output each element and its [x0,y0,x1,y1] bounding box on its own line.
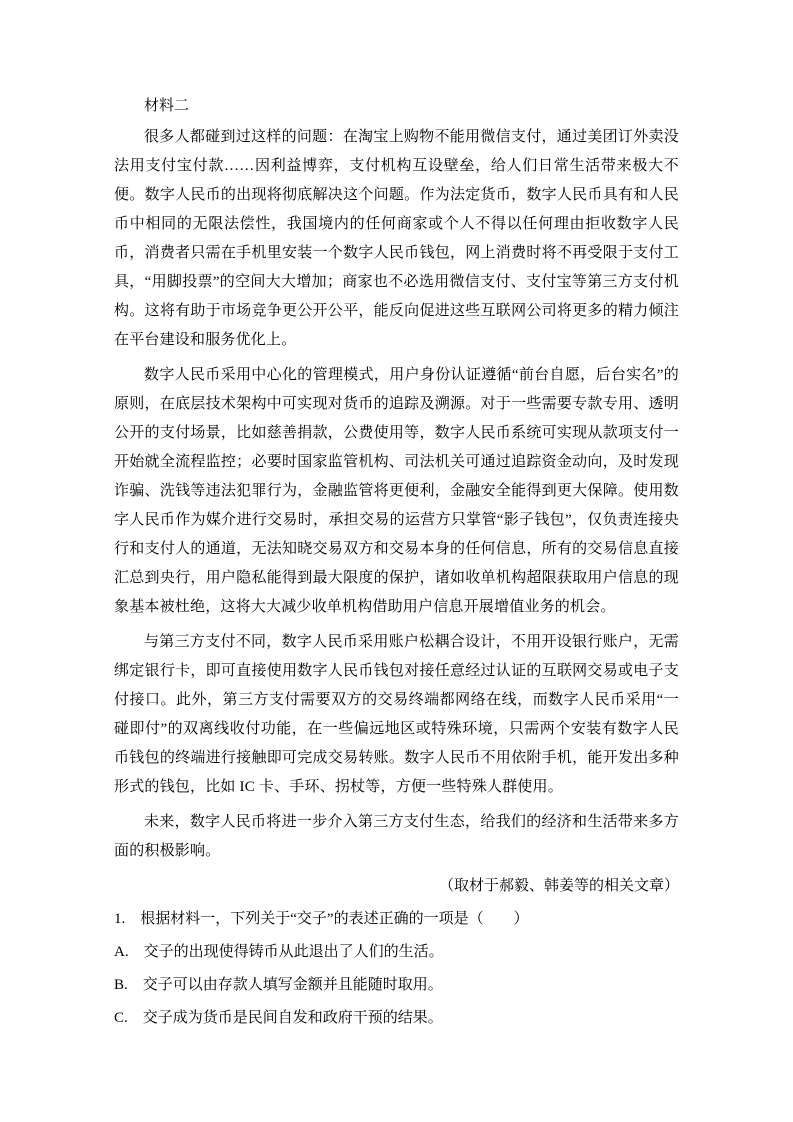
question-1-option-c: C. 交子成为货币是民间自发和政府干预的结果。 [114,1010,443,1026]
body-paragraph: 很多人都碰到过这样的问题：在淘宝上购物不能用微信支付，通过美团订外卖没法用支付宝付款……因利益博弈，支付机构互设壁垒，给人们日常生活带来极大不便。数字人民币的出现将彻底解决这个问题。作为法定货币，数字人民币具有和人民币中相同的无限法偿性，我国境内的任何商家或个人不得以任何理由拒收数字人民币，消费者只需在手机里安装一个数字人民币钱包，网上消费时将不再受限于支付工具，“用脚投票”的空间大大增加；商家也不必选用微信支付、支付宝等第三方支付机构。这将有助于市场竞争更公开公平，能反向促进这些互联网公司将更多的精力倾注在平台建设和服务优化上。 [114,129,679,348]
section-heading: 材料二 [144,98,190,114]
body-paragraph: 数字人民币采用中心化的管理模式，用户身份认证遵循“前台自愿，后台实名”的原则，在底层技术架构中可实现对货币的追踪及溯源。对于一些需要专款专用、透明公开的支付场景，比如慈善捐款，公费使用等，数字人民币系统可实现从款项支付一开始就全流程监控；必要时国家监管机构、司法机关可通过追踪资金动向，及时发现诈骗、洗钱等违法犯罪行为，金融监管将更便利，金融安全能得到更大保障。使用数字人民币作为媒介进行交易时，承担交易的运营方只掌管“影子钱包”，仅负责连接央行和支付人的通道，无法知晓交易双方和交易本身的任何信息，所有的交易信息直接汇总到央行，用户隐私能得到最大限度的保护，诸如收单机构超限获取用户信息的现象基本被杜绝，这将大大减少收单机构借助用户信息开展增值业务的机会。 [114,367,679,615]
attribution-line: （取材于郝毅、韩姜等的相关文章） [438,878,679,894]
question-1-stem: 1. 根据材料一，下列关于“交子”的表述正确的一项是（ ） [114,911,529,927]
question-1-option-a: A. 交子的出现使得铸币从此退出了人们的生活。 [114,944,444,960]
body-paragraph: 未来，数字人民币将进一步介入第三方支付生态，给我们的经济和生活带来多方面的积极影响。 [114,814,679,859]
question-1-option-b: B. 交子可以由存款人填写金额并且能随时取用。 [114,977,443,993]
body-paragraph: 与第三方支付不同，数字人民币采用账户松耦合设计，不用开设银行账户，无需绑定银行卡，即可直接使用数字人民币钱包对接任意经过认证的互联网交易或电子支付接口。此外，第三方支付需要双方的交易终端都网络在线，而数字人民币采用“一碰即付”的双离线收付功能，在一些偏远地区或特殊环境，只需两个安装有数字人民币钱包的终端进行接触即可完成交易转账。数字人民币不用依附手机，能开发出多种形式的钱包，比如 IC 卡、手环、拐杖等，方便一些特殊人群使用。 [114,634,679,795]
